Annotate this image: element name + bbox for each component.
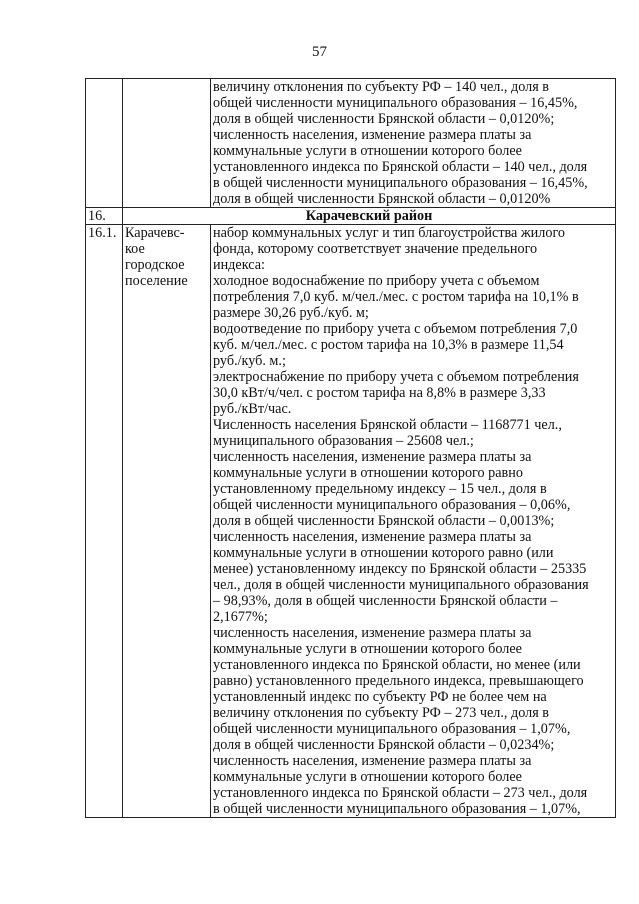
text-line: установленного индекса по Брянской области – 273 чел., доля: [213, 785, 588, 801]
text-line: численность населения, изменение размера платы за: [213, 625, 532, 641]
text-line: 30,0 кВт/ч/чел. с ростом тарифа на 8,8% в размере 3,33: [213, 385, 546, 401]
cell-number-empty: [86, 79, 123, 208]
text-line: численность населения, изменение размера платы за: [213, 449, 532, 465]
text-line: руб./куб. м.;: [213, 353, 286, 369]
text-line: водоотведение по прибору учета с объемом потребления 7,0: [213, 321, 578, 337]
row-number: 16.1.: [86, 225, 123, 818]
text-line: величину отклонения по субъекту РФ – 273 чел., доля в: [213, 705, 549, 721]
text-line: численность населения, изменение размера платы за: [213, 127, 532, 143]
text-line: установленного индекса по Брянской области, но менее (или: [213, 657, 581, 673]
text-line: холодное водоснабжение по прибору учета с объемом: [213, 273, 540, 289]
text-line: коммунальные услуги в отношении которого более: [213, 641, 522, 657]
text-line: доля в общей численности Брянской области – 0,0120%: [213, 191, 551, 207]
section-title: Карачевский район: [123, 208, 616, 225]
text-line: общей численности муниципального образования – 16,45%,: [213, 95, 578, 111]
text-line: в общей численности муниципального образования – 16,45%,: [213, 175, 588, 191]
text-line: электроснабжение по прибору учета с объемом потребления: [213, 369, 579, 385]
section-number: 16.: [86, 208, 123, 225]
row-name: [123, 225, 211, 818]
text-line: Карачевс-: [125, 225, 185, 241]
text-line: менее) установленному индексу по Брянской области – 25335: [213, 561, 587, 577]
text-line: коммунальные услуги в отношении которого равно (или: [213, 545, 554, 561]
page-number: 57: [312, 44, 327, 60]
text-line: – 98,93%, доля в общей численности Брянской области –: [213, 593, 558, 609]
text-line: доля в общей численности Брянской области – 0,0120%;: [213, 111, 555, 127]
text-line: куб. м/чел./мес. с ростом тарифа на 10,3% в размере 11,54: [213, 337, 564, 353]
text-line: коммунальные услуги в отношении которого равно: [213, 465, 523, 481]
text-line: доля в общей численности Брянской области – 0,0013%;: [213, 513, 555, 529]
cell-name-empty: [123, 79, 211, 208]
text-line: 2,1677%;: [213, 609, 268, 625]
text-line: Численность населения Брянской области – 1168771 чел.,: [213, 417, 562, 433]
text-line: индекса:: [213, 257, 265, 273]
text-line: численность населения, изменение размера платы за: [213, 529, 532, 545]
cell-continuation-text: [211, 79, 616, 208]
text-line: набор коммунальных услуг и тип благоустройства жилого: [213, 225, 566, 241]
row-description: [211, 225, 616, 818]
text-line: общей численности муниципального образования – 0,06%,: [213, 497, 571, 513]
text-line: в общей численности муниципального образования – 1,07%,: [213, 801, 581, 817]
text-line: размере 30,26 руб./куб. м;: [213, 305, 369, 321]
text-line: коммунальные услуги в отношении которого более: [213, 143, 522, 159]
text-line: коммунальные услуги в отношении которого более: [213, 769, 522, 785]
text-line: городское: [125, 257, 185, 273]
document-table: [85, 78, 616, 818]
text-line: равно) установленного предельного индекса, превышающего: [213, 673, 584, 689]
table-row-settlement: [86, 225, 616, 818]
text-line: величину отклонения по субъекту РФ – 140 чел., доля в: [213, 79, 549, 95]
table-row-continuation: [86, 79, 616, 208]
table-row-section: [86, 208, 616, 225]
text-line: руб./кВт/час.: [213, 401, 292, 417]
text-line: установленного индекса по Брянской области – 140 чел., доля: [213, 159, 588, 175]
text-line: фонда, которому соответствует значение предельного: [213, 241, 538, 257]
text-line: доля в общей численности Брянской области – 0,0234%;: [213, 737, 555, 753]
text-line: чел., доля в общей численности муниципального образования: [213, 577, 589, 593]
text-line: муниципального образования – 25608 чел.;: [213, 433, 474, 449]
text-line: потребления 7,0 куб. м/чел./мес. с ростом тарифа на 10,1% в: [213, 289, 579, 305]
text-line: установленный индекс по субъекту РФ не более чем на: [213, 689, 547, 705]
text-line: поселение: [125, 273, 188, 289]
text-line: численность населения, изменение размера платы за: [213, 753, 532, 769]
text-line: установленному предельному индексу – 15 чел., доля в: [213, 481, 547, 497]
text-line: кое: [125, 241, 145, 257]
text-line: общей численности муниципального образования – 1,07%,: [213, 721, 571, 737]
